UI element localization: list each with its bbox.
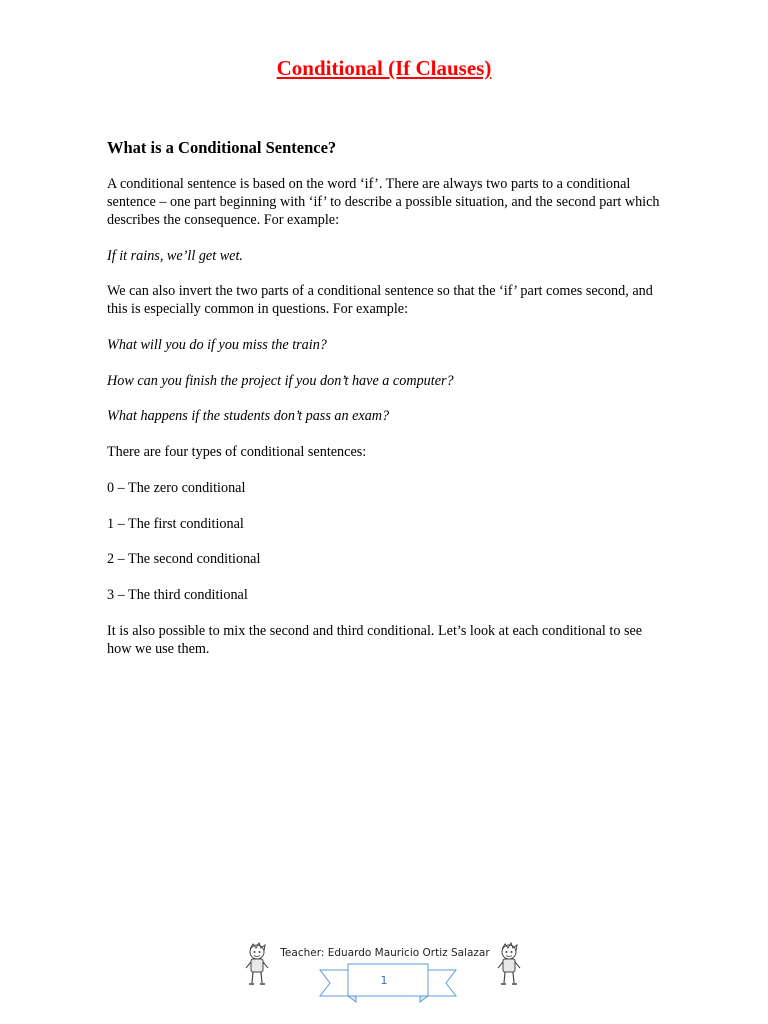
conditional-type-item: 3 – The third conditional <box>107 586 248 603</box>
section-heading: What is a Conditional Sentence? <box>107 138 337 157</box>
document-body <box>107 138 667 675</box>
example-question: What happens if the students don’t pass an exam? <box>107 408 390 425</box>
document-title: Conditional (If Clauses) <box>276 56 492 80</box>
paragraph-invert: We can also invert the two parts of a conditional sentence so that the ‘if’ part comes second, and this is especially common in questions. For example: <box>107 283 653 318</box>
page-footer <box>0 942 768 1012</box>
conditional-type-item: 2 – The second conditional <box>107 551 261 568</box>
cartoon-kid-icon <box>243 942 271 988</box>
teacher-name: Teacher: Eduardo Mauricio Ortiz Salazar <box>280 947 490 959</box>
conditional-type-item: 0 – The zero conditional <box>107 479 246 496</box>
page-number: 1 <box>380 974 388 987</box>
paragraph-closing: It is also possible to mix the second and third conditional. Let’s look at each conditional to see how we use them. <box>107 622 643 657</box>
paragraph-intro: A conditional sentence is based on the word ‘if’. There are always two parts to a conditional sentence – one part beginning with ‘if’ to describe a possible situation, and the second part which describes the consequence. For example: <box>107 176 660 228</box>
conditional-type-item: 1 – The first conditional <box>107 515 244 532</box>
example-sentence: If it rains, we’ll get wet. <box>107 247 243 264</box>
paragraph-types-intro: There are four types of conditional sentences: <box>107 444 367 461</box>
example-question: How can you finish the project if you don’t have a computer? <box>107 372 454 389</box>
example-question: What will you do if you miss the train? <box>107 337 327 354</box>
